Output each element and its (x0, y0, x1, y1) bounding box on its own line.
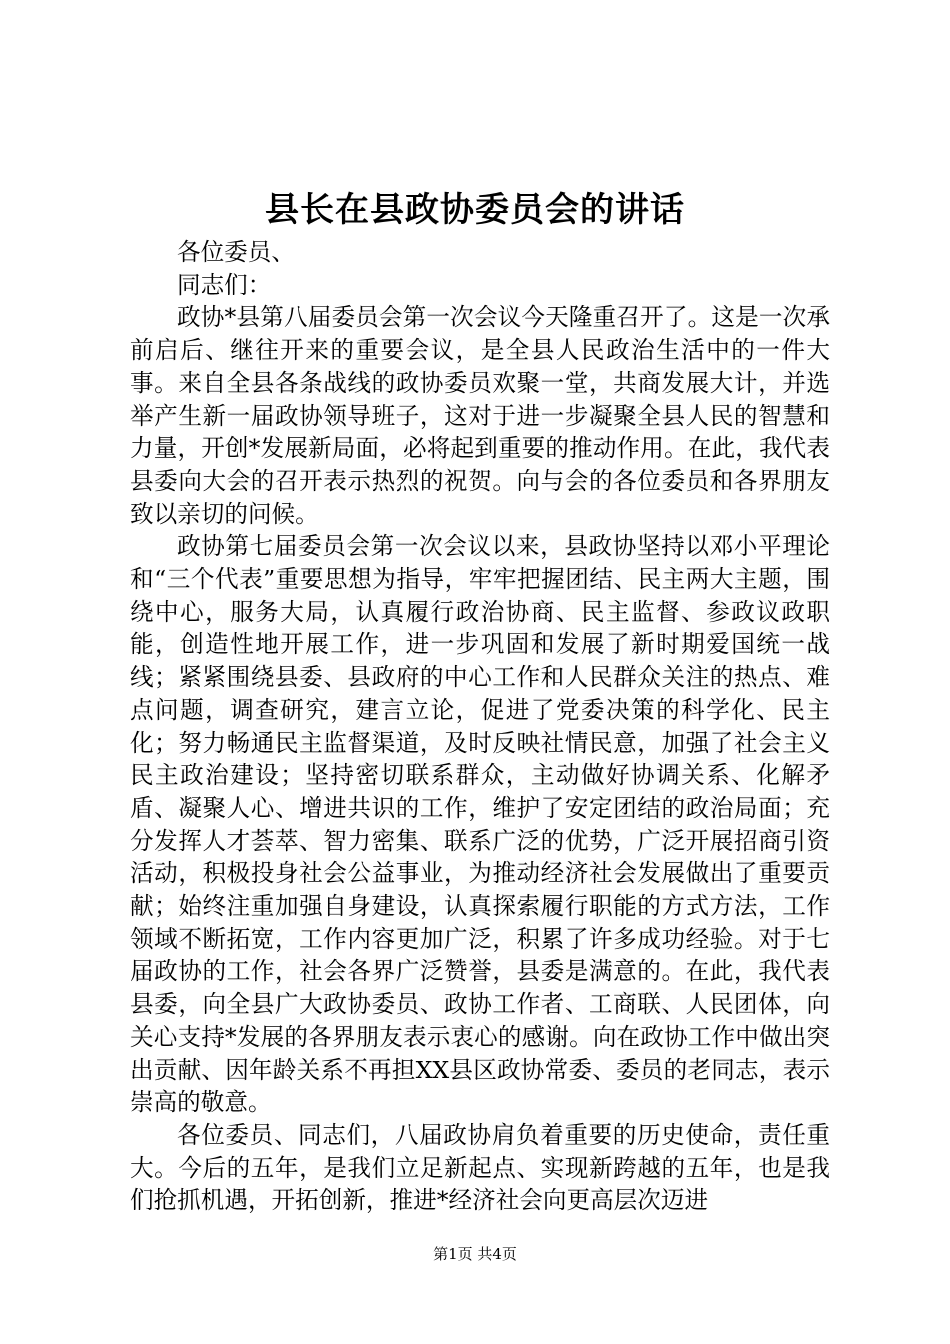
document-body (130, 236, 830, 1217)
page-footer: 第1页 共4页 (433, 1245, 517, 1263)
greeting-line: 同志们： (177, 270, 272, 299)
body-paragraph: 各位委员、同志们，八届政协肩负着重要的历史使命，责任重大。今后的五年，是我们立足新起点、实现新跨越的五年，也是我们抢抓机遇，开拓创新，推进*经济社会向更高层次迈进 (130, 1120, 830, 1215)
body-paragraph: 政协*县第八届委员会第一次会议今天隆重召开了。这是一次承前启后、继往开来的重要会议，是全县人民政治生活中的一件大事。来自全县各条战线的政协委员欢聚一堂，共商发展大计，并选举产生新一届政协领导班子，这对于进一步凝聚全县人民的智慧和力量，开创*发展新局面，必将起到重要的推动作用。在此，我代表县委向大会的召开表示热烈的祝贺。向与会的各位委员和各界朋友致以亲切的问候。 (130, 303, 830, 528)
greeting-line: 各位委员、 (177, 238, 295, 266)
document-title: 县长在县政协委员会的讲话 (265, 190, 685, 230)
body-paragraph: 政协第七届委员会第一次会议以来，县政协坚持以邓小平理论和“三个代表”重要思想为指导，牢牢把握团结、民主两大主题，围绕中心，服务大局，认真履行政治协商、民主监督、参政议政职能，创造性地开展工作，进一步巩固和发展了新时期爱国统一战线；紧紧围绕县委、县政府的中心工作和人民群众关注的热点、难点问题，调查研究，建言立论，促进了党委决策的科学化、民主化；努力畅通民主监督渠道，及时反映社情民意，加强了社会主义民主政治建设；坚持密切联系群众，主动做好协调关系、化解矛盾、凝聚人心、增进共识的工作，维护了安定团结的政治局面；充分发挥人才荟萃、智力密集、联系广泛的优势，广泛开展招商引资活动，积极投身社会公益事业，为推动经济社会发展做出了重要贡献；始终注重加强自身建设，认真探索履行职能的方式方法，工作领域不断拓宽，工作内容更加广泛，积累了许多成功经验。对于七届政协的工作，社会各界广泛赞誉，县委是满意的。在此，我代表县委，向全县广大政协委员、政协工作者、工商联、人民团体，向关心支持*发展的各界朋友表示衷心的感谢。向在政协工作中做出突出贡献、因年龄关系不再担XX县区政协常委、委员的老同志，表示崇高的敬意。 (130, 532, 830, 1117)
